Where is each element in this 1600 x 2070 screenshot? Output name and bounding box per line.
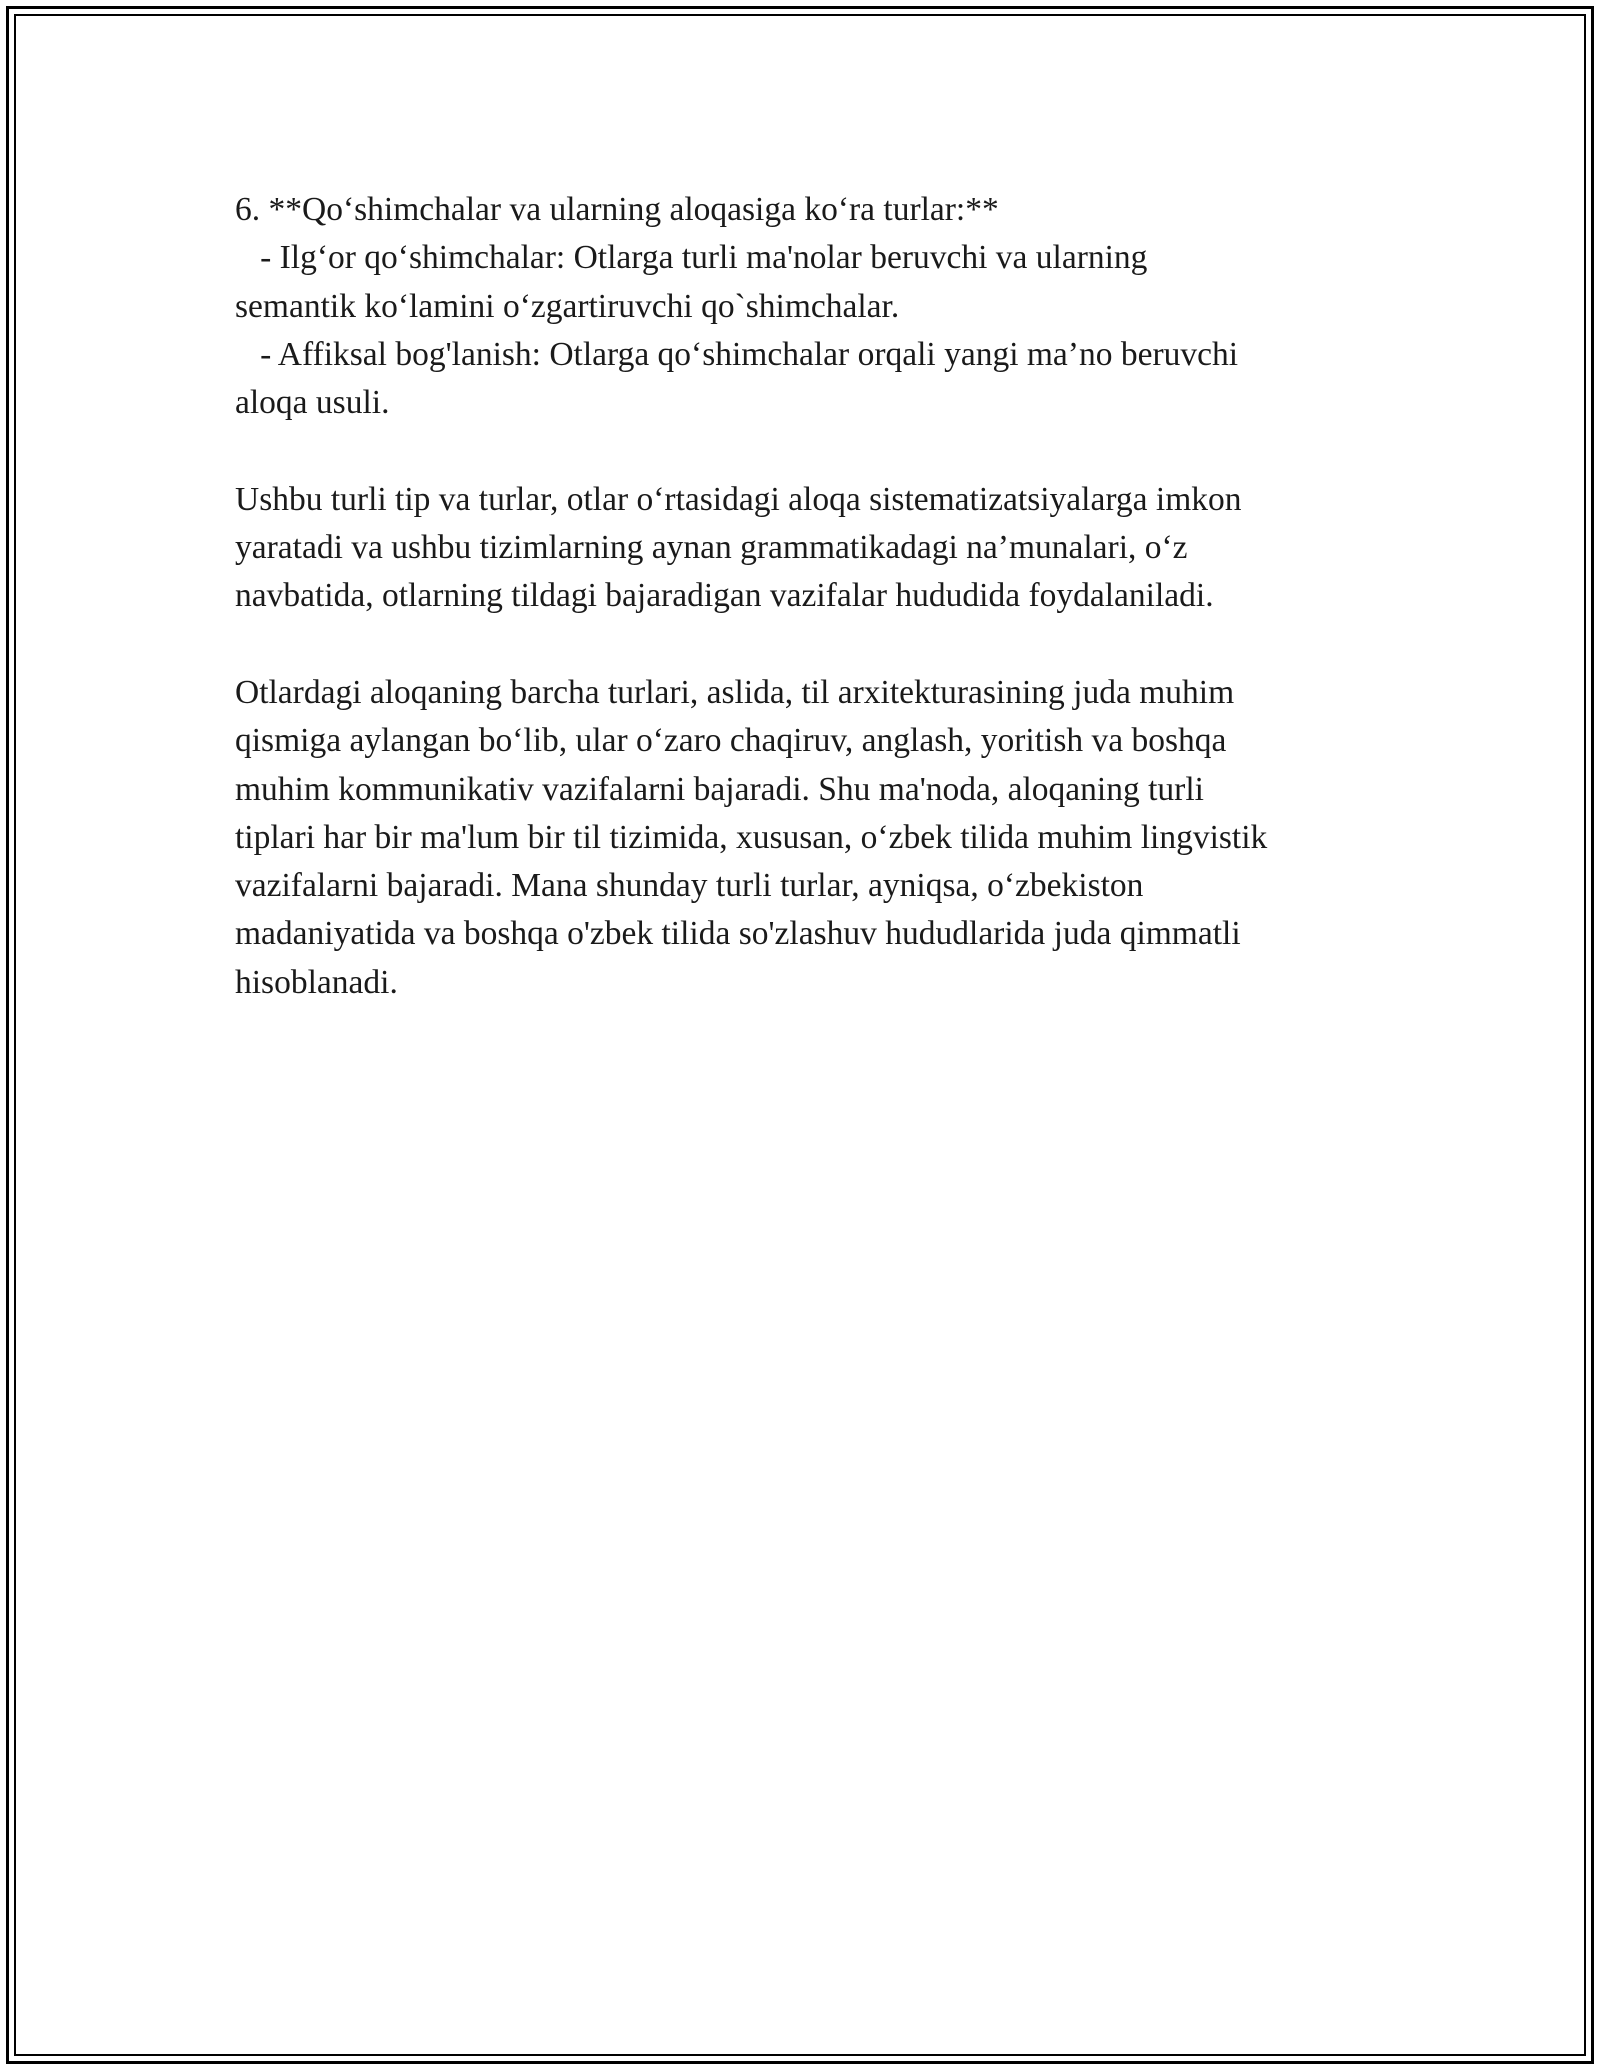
section-heading: 6. **Qo‘shimchalar va ularning aloqasiga ko‘ra turlar:** (235, 191, 999, 228)
paragraph-gap (235, 427, 1385, 475)
list-item-line: semantik ko‘lamini o‘zgartiruvchi qo`shimchalar. (235, 287, 900, 325)
paragraph-line: qismiga aylangan bo‘lib, ular o‘zaro chaqiruv, anglash, yoritish va boshqa (235, 722, 1227, 760)
paragraph-gap (235, 621, 1385, 669)
list-item-line: - Affiksal bog'lanish: Otlarga qo‘shimchalar orqali yangi ma’no beruvchi (235, 335, 1239, 373)
paragraph-line: tiplari har bir ma'lum bir til tizimida, xususan, o‘zbek tilida muhim lingvistik (235, 818, 1268, 856)
paragraph-line: vazifalarni bajaradi. Mana shunday turli turlar, ayniqsa, o‘zbekiston (235, 867, 1144, 905)
paragraph-line: navbatida, otlarning tildagi bajaradigan vazifalar hududida foydalaniladi. (235, 577, 1214, 615)
list-item-line: - Ilg‘or qo‘shimchalar: Otlarga turli ma'nolar beruvchi va ularning (235, 239, 1148, 277)
paragraph-1 (235, 476, 1385, 621)
paragraph-line: madaniyatida va boshqa o'zbek tilida so'zlashuv hududlarida juda qimmatli (235, 915, 1241, 953)
paragraph-line: hisoblanadi. (235, 963, 398, 1001)
paragraph-line: Ushbu turli tip va turlar, otlar o‘rtasidagi aloqa sistematizatsiyalarga imkon (235, 480, 1242, 518)
document-body (235, 186, 1385, 1007)
section-list (235, 186, 1385, 427)
paragraph-line: yaratadi va ushbu tizimlarning aynan grammatikadagi na’munalari, o‘z (235, 529, 1188, 567)
list-item-line: aloqa usuli. (235, 384, 390, 422)
paragraph-line: Otlardagi aloqaning barcha turlari, aslida, til arxitekturasining juda muhim (235, 673, 1235, 711)
paragraph-line: muhim kommunikativ vazifalarni bajaradi. Shu ma'noda, aloqaning turli (235, 770, 1204, 808)
paragraph-2 (235, 669, 1385, 1007)
